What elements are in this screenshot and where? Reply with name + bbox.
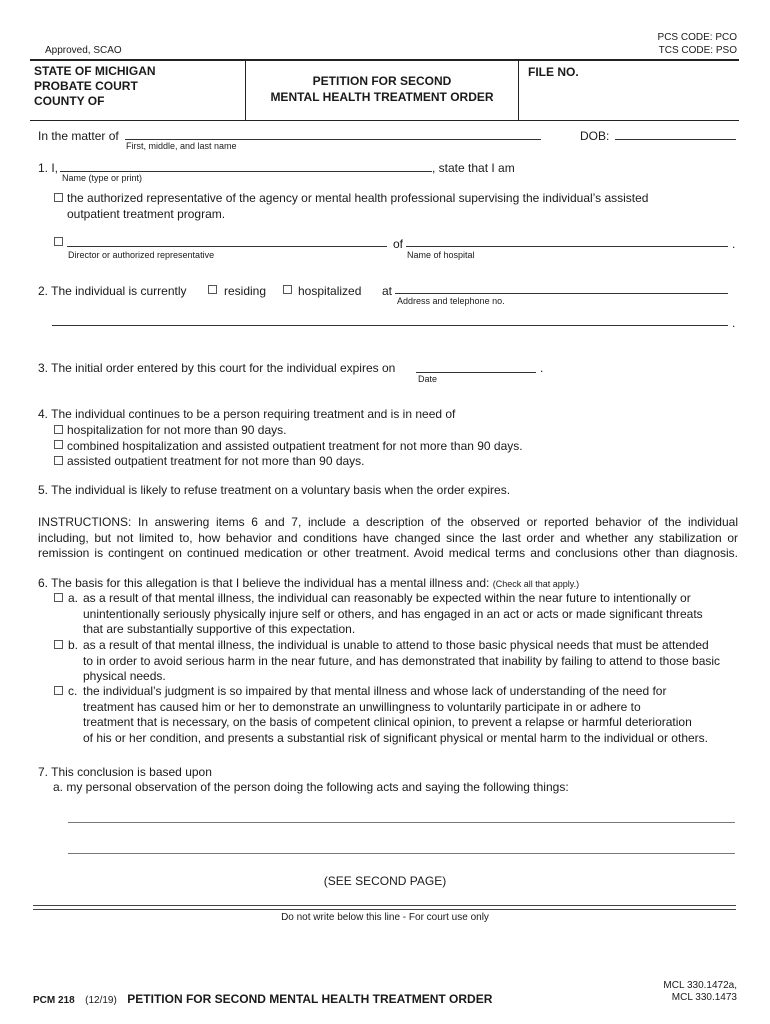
hospital-field[interactable]: [406, 246, 728, 247]
item7-label: 7. This conclusion is based upon: [38, 765, 212, 779]
director-caption: Director or authorized representative: [68, 250, 215, 260]
item7-a-text: a. my personal observation of the person doing the following acts and saying the following things:: [53, 780, 569, 794]
item6-b-line2: to in order to avoid serious harm in the near future, and has demonstrated that inability by failing to attend to those basic: [83, 653, 721, 668]
see-second-page: (SEE SECOND PAGE): [323, 874, 447, 888]
item6-a-checkbox[interactable]: [54, 593, 63, 602]
item6-label: [38, 576, 579, 591]
item6-b-text: [83, 638, 720, 685]
tcs-code: TCS CODE: PSO: [658, 45, 737, 56]
approved-scao: Approved, SCAO: [45, 45, 122, 56]
file-no-label: FILE NO.: [528, 65, 579, 79]
matter-name-caption: First, middle, and last name: [126, 141, 237, 151]
item6-c-line3: treatment that is necessary, on the basis of competent clinical opinion, to prevent a relapse or harmful deterioration: [83, 715, 692, 729]
item6-c-line4: of his or her condition, and presents a substantial risk of significant physical or mental harm to the individual or others.: [83, 730, 708, 745]
court-county: COUNTY OF: [34, 94, 105, 108]
item1-name-caption: Name (type or print): [62, 173, 143, 183]
residing-label: residing: [224, 284, 267, 298]
matter-label: In the matter of: [38, 129, 119, 143]
mcl-line2: MCL 330.1473: [671, 992, 737, 1003]
observation-field-line2[interactable]: [68, 853, 735, 854]
item1-prefix: 1. I,: [38, 161, 59, 175]
item6-check-note: (Check all that apply.): [492, 579, 580, 589]
item6-a-line2: unintentionally seriously physically injure self or others, and has engaged in an act or acts or made significant threats: [83, 606, 703, 621]
form-date: (12/19): [85, 995, 117, 1006]
item6-b-line1: as a result of that mental illness, the individual is unable to attend to those basic physical needs that must be attended: [83, 638, 709, 652]
item1-suffix: , state that I am: [432, 161, 515, 175]
expiry-date-field[interactable]: [416, 372, 536, 373]
item3-label: 3. The initial order entered by this court for the individual expires on: [38, 361, 396, 375]
item6-a-letter: a.: [68, 591, 79, 605]
item4-opt2-checkbox[interactable]: [54, 440, 63, 449]
address-caption: Address and telephone no.: [397, 296, 505, 306]
item1-option-b-checkbox[interactable]: [54, 237, 63, 246]
dob-field[interactable]: [615, 139, 736, 140]
residing-checkbox[interactable]: [208, 285, 217, 294]
item6-label-text: 6. The basis for this allegation is that I believe the individual has a mental illness and:: [38, 576, 490, 590]
address-field-line2[interactable]: [52, 325, 728, 326]
hospitalized-label: hospitalized: [298, 284, 362, 298]
item1-of-label: of: [393, 237, 404, 251]
instructions-line3: remission is contingent on continued medication or other treatment. Avoid medical terms and conclusions other than diagnosis.: [38, 546, 738, 560]
item1-name-field[interactable]: [60, 171, 432, 172]
item4-label: 4. The individual continues to be a person requiring treatment and is in need of: [38, 407, 456, 421]
observation-field-line1[interactable]: [68, 822, 735, 823]
item4-opt2-label: combined hospitalization and assisted outpatient treatment for not more than 90 days.: [67, 439, 523, 453]
date-caption: Date: [418, 374, 438, 384]
form-footer-title: PETITION FOR SECOND MENTAL HEALTH TREATMENT ORDER: [127, 992, 493, 1006]
mcl-line1: MCL 330.1472a,: [663, 980, 737, 991]
item6-a-line3: that are substantially supportive of this expectation.: [83, 622, 356, 636]
instructions-line1: INSTRUCTIONS: In answering items 6 and 7, include a description of the observed or reported behavior of the individual: [38, 515, 738, 529]
form-title-line2: MENTAL HEALTH TREATMENT ORDER: [270, 90, 494, 104]
item6-c-letter: c.: [68, 684, 78, 698]
court-state: STATE OF MICHIGAN: [34, 64, 156, 78]
form-id: PCM 218: [33, 995, 75, 1006]
item6-c-checkbox[interactable]: [54, 686, 63, 695]
item6-a-line1: as a result of that mental illness, the individual can reasonably be expected within the near future to intentionally or: [83, 591, 691, 605]
file-no-field[interactable]: [528, 82, 733, 118]
item1-option-a-line1: the authorized representative of the agency or mental health professional supervising the individual’s assisted: [67, 191, 649, 205]
item6-c-text: [83, 684, 708, 746]
header-divider-2: [518, 61, 519, 121]
item6-c-line1: the individual’s judgment is so impaired by that mental illness and whose lack of understanding of the need for: [83, 684, 667, 698]
item6-b-letter: b.: [68, 638, 79, 652]
court-use-note: Do not write below this line - For court use only: [281, 912, 489, 923]
item5-label: 5. The individual is likely to refuse treatment on a voluntary basis when the order expires.: [38, 483, 511, 497]
item6-a-text: [83, 591, 703, 638]
director-field[interactable]: [67, 246, 387, 247]
item3-end-period: .: [540, 361, 544, 375]
item2-label: 2. The individual is currently: [38, 284, 187, 298]
item4-opt3-checkbox[interactable]: [54, 456, 63, 465]
dob-label: DOB:: [580, 129, 610, 143]
item4-opt1-checkbox[interactable]: [54, 425, 63, 434]
item6-c-line2: treatment has caused him or her to demonstrate an unwillingness to voluntarily participate in or adhere to: [83, 699, 641, 714]
form-footer-id: [33, 990, 492, 1008]
hospital-caption: Name of hospital: [407, 250, 475, 260]
address-field[interactable]: [395, 293, 728, 294]
item4-opt3-label: assisted outpatient treatment for not more than 90 days.: [67, 454, 365, 468]
court-probate: PROBATE COURT: [34, 79, 138, 93]
item6-b-line3: physical needs.: [83, 669, 166, 683]
item2-at-label: at: [382, 284, 393, 298]
matter-name-field[interactable]: [125, 139, 541, 140]
item1-option-a-checkbox[interactable]: [54, 193, 63, 202]
item6-b-checkbox[interactable]: [54, 640, 63, 649]
instructions-line2: including, but not limited to, how behavior and conditions have changed since the last order and whether any stabilization or: [38, 531, 738, 545]
pcs-code: PCS CODE: PCO: [657, 32, 737, 43]
item1-option-a-line2: outpatient treatment program.: [67, 207, 226, 221]
form-title-line1: PETITION FOR SECOND: [312, 74, 452, 88]
hospitalized-checkbox[interactable]: [283, 285, 292, 294]
item4-opt1-label: hospitalization for not more than 90 days.: [67, 423, 287, 437]
item1-end-period: .: [732, 237, 736, 251]
item2-end-period: .: [732, 316, 736, 330]
court-use-divider: [33, 905, 736, 910]
